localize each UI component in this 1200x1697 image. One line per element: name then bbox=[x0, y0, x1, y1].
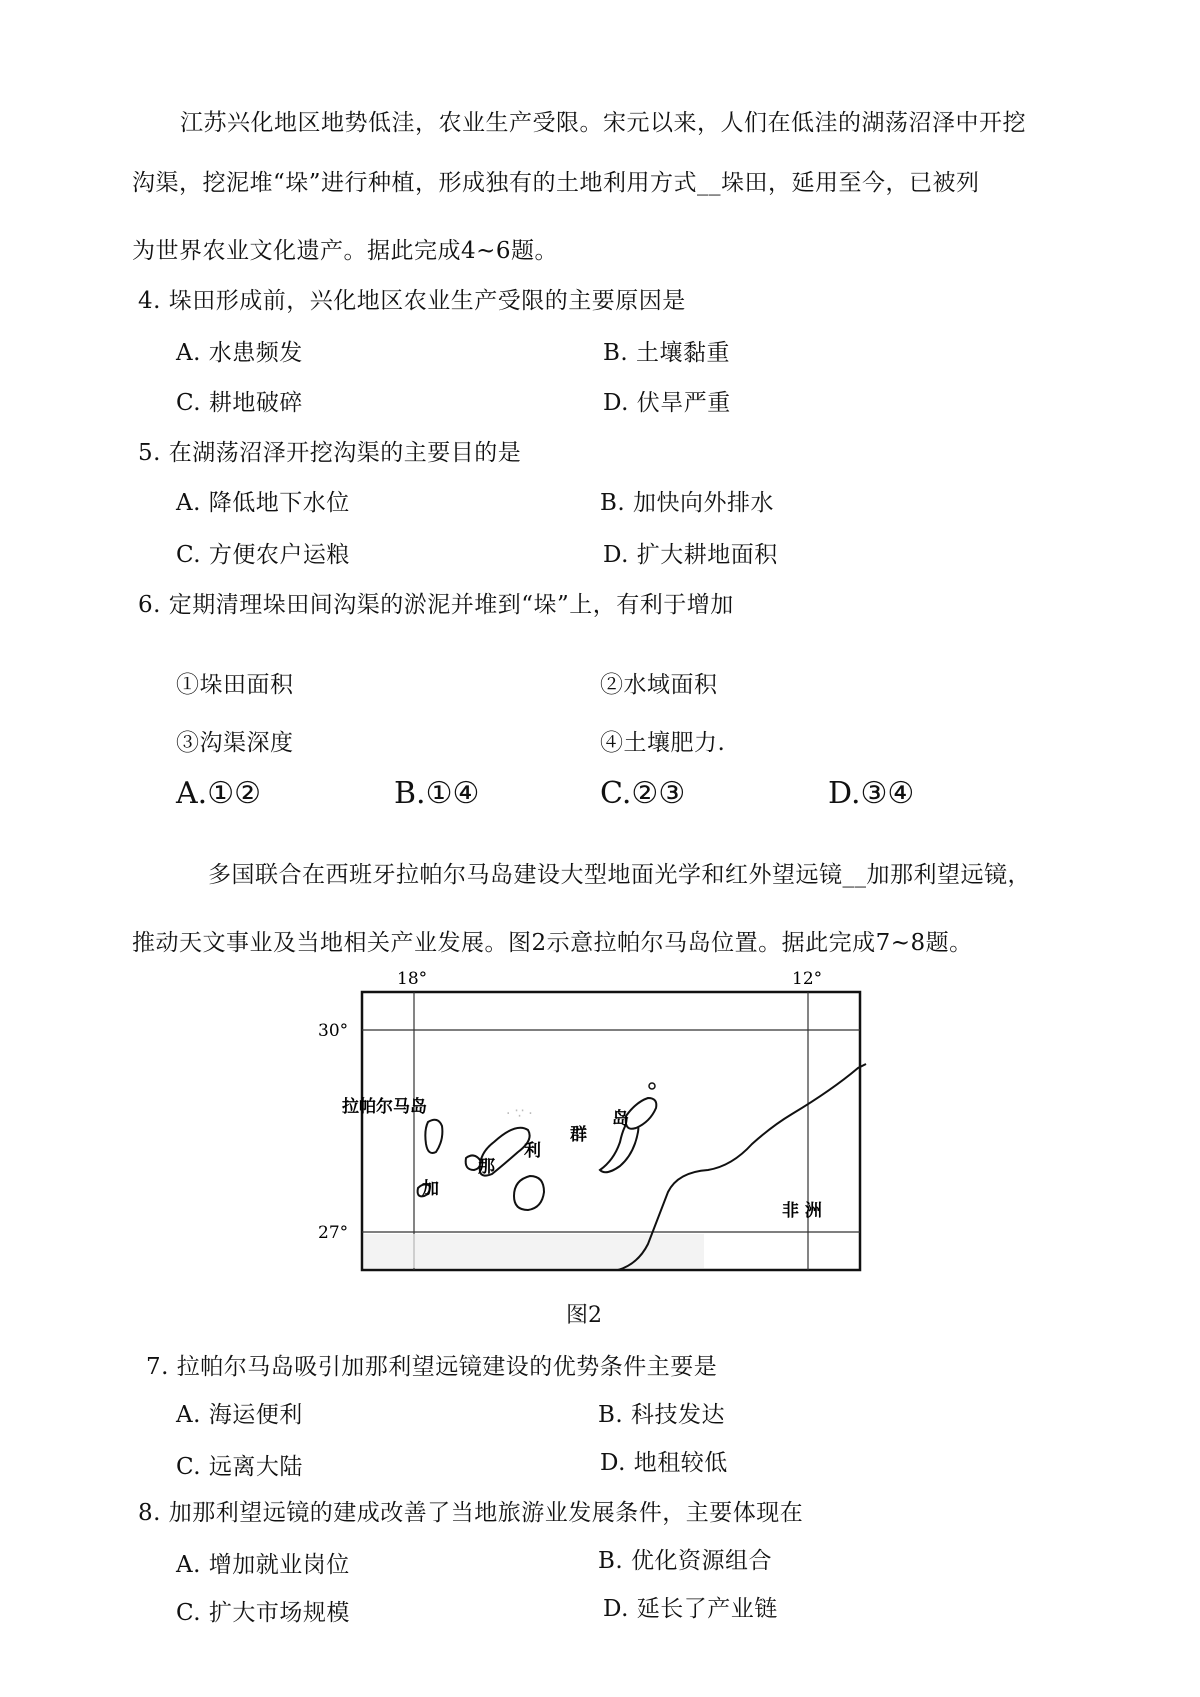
passage2-line1: 多国联合在西班牙拉帕尔马岛建设大型地面光学和红外望远镜__加那利望远镜， bbox=[208, 862, 1031, 888]
figure-caption: 图2 bbox=[566, 1303, 602, 1328]
scan-shading bbox=[364, 1234, 704, 1268]
archipelago-char-5: 岛 bbox=[612, 1109, 629, 1129]
q6-item-4: ④土壤肥力. bbox=[600, 730, 726, 756]
q6-stem: 6. 定期清理垛田间沟渠的淤泥并堆到“垛”上，有利于增加 bbox=[138, 592, 734, 618]
q8-stem: 8. 加那利望远镜的建成改善了当地旅游业发展条件，主要体现在 bbox=[138, 1500, 804, 1526]
q6-option-d: D.③④ bbox=[828, 776, 915, 811]
africa-label: 非 洲 bbox=[782, 1201, 822, 1221]
q8-option-a: A. 增加就业岗位 bbox=[176, 1552, 350, 1578]
passage1-line1: 江苏兴化地区地势低洼，农业生产受限。宋元以来，人们在低洼的湖荡沼泽中开挖 bbox=[180, 110, 1026, 136]
q6-option-a: A.①② bbox=[176, 776, 261, 811]
la-palma-label: 拉帕尔马岛 bbox=[342, 1097, 427, 1117]
q5-stem: 5. 在湖荡沼泽开挖沟渠的主要目的是 bbox=[138, 440, 522, 466]
lat-label-bottom: 27° bbox=[318, 1223, 349, 1243]
q8-option-d: D. 延长了产业链 bbox=[603, 1596, 778, 1622]
q7-option-d: D. 地租较低 bbox=[600, 1450, 728, 1476]
passage2-line2: 推动天文事业及当地相关产业发展。图2示意拉帕尔马岛位置。据此完成7~8题。 bbox=[132, 930, 973, 956]
map-figure bbox=[300, 962, 880, 1282]
passage1-line3: 为世界农业文化遗产。据此完成4~6题。 bbox=[132, 238, 559, 264]
q7-option-c: C. 远离大陆 bbox=[176, 1454, 303, 1480]
q4-stem: 4. 垛田形成前，兴化地区农业生产受限的主要原因是 bbox=[138, 288, 686, 314]
q6-item-3: ③沟渠深度 bbox=[176, 730, 294, 756]
q4-option-d: D. 伏旱严重 bbox=[603, 390, 731, 416]
q7-option-b: B. 科技发达 bbox=[598, 1402, 726, 1428]
q5-option-a: A. 降低地下水位 bbox=[176, 490, 350, 516]
lat-label-top: 30° bbox=[318, 1021, 349, 1041]
q8-option-b: B. 优化资源组合 bbox=[598, 1548, 773, 1574]
q5-option-b: B. 加快向外排水 bbox=[600, 490, 775, 516]
lon-label-right: 12° bbox=[792, 969, 823, 989]
q5-option-d: D. 扩大耕地面积 bbox=[603, 542, 778, 568]
q4-option-c: C. 耕地破碎 bbox=[176, 390, 303, 416]
q7-option-a: A. 海运便利 bbox=[176, 1402, 303, 1428]
archipelago-char-2: 那 bbox=[478, 1157, 495, 1177]
q6-option-b: B.①④ bbox=[394, 776, 480, 811]
q4-option-a: A. 水患频发 bbox=[176, 340, 303, 366]
lon-label-left: 18° bbox=[397, 969, 428, 989]
island-gran-canaria bbox=[514, 1176, 544, 1210]
q6-option-c: C.②③ bbox=[600, 776, 686, 811]
q7-stem: 7. 拉帕尔马岛吸引加那利望远镜建设的优势条件主要是 bbox=[146, 1354, 718, 1380]
q4-option-b: B. 土壤黏重 bbox=[603, 340, 731, 366]
q6-item-2: ②水域面积 bbox=[600, 672, 718, 698]
q5-option-c: C. 方便农户运粮 bbox=[176, 542, 350, 568]
archipelago-char-4: 群 bbox=[570, 1125, 587, 1145]
passage1-line2: 沟渠，挖泥堆“垛”进行种植，形成独有的土地利用方式__垛田，延用至今，已被列 bbox=[132, 170, 980, 196]
q6-item-1: ①垛田面积 bbox=[176, 672, 294, 698]
archipelago-char-3: 利 bbox=[524, 1141, 541, 1161]
archipelago-char-1: 加 bbox=[422, 1179, 439, 1199]
scan-speckle: · ∵ · bbox=[506, 1106, 533, 1122]
q8-option-c: C. 扩大市场规模 bbox=[176, 1600, 350, 1626]
islet-north bbox=[649, 1083, 655, 1089]
